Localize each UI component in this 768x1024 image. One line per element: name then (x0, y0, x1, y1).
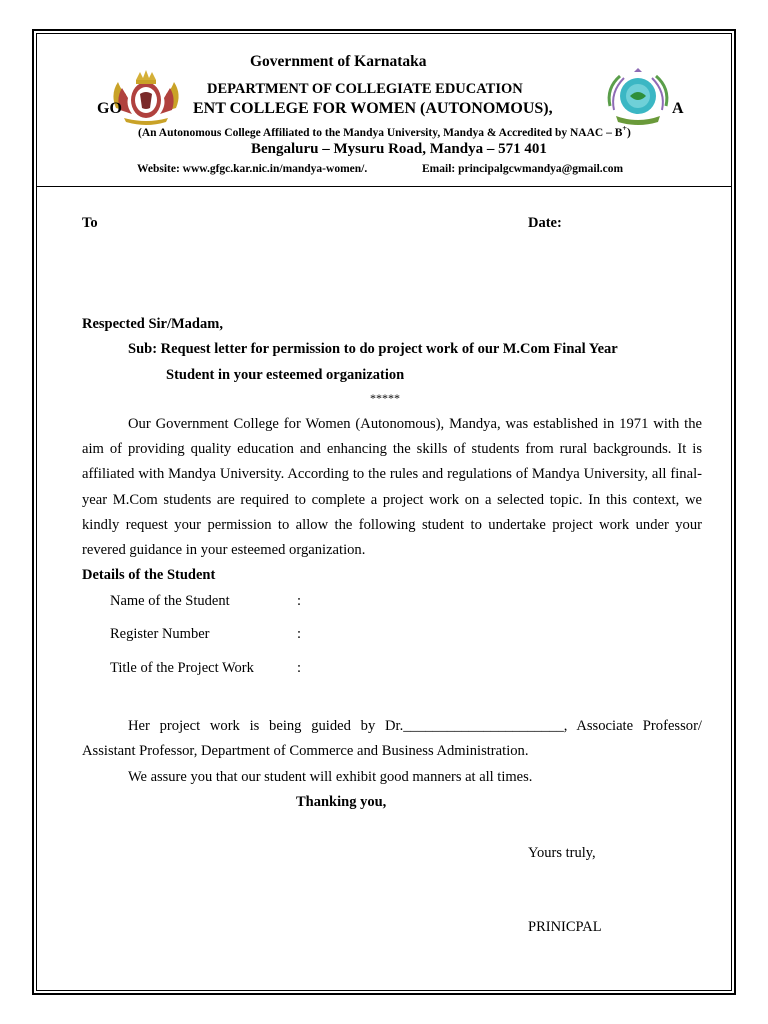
separator-stars: ***** (370, 391, 400, 405)
assurance-line: We assure you that our student will exhibit good manners at all times. (128, 769, 533, 785)
guide-paragraph: Her project work is being guided by Dr.______________________, Associate Professor/ Assistant Professor, Department of Commerce and Business Administration. (82, 718, 702, 759)
affiliation-grade-sup: + (622, 124, 627, 133)
college-logo (604, 66, 672, 128)
college-title-right: A (672, 100, 684, 117)
body-paragraph: Our Government College for Women (Autonomous), Mandya, was established in 1971 with the aim of providing quality education and enhancing the skills of students from rural backgrounds. It is affiliated with Mandya University. According to the rules and regulations of Mandya University, all final-year M.Com students are required to complete a project work on a selected topic. In this context, we kindly request your permission to allow the following student to undertake project work under your revered guidance in your esteemed organization. (82, 416, 702, 559)
salutation: Respected Sir/Madam, (82, 316, 223, 332)
field-name-label: Name of the Student (110, 593, 230, 609)
affiliation-close: ) (626, 126, 631, 139)
details-heading: Details of the Student (82, 567, 216, 583)
date-label: Date: (528, 215, 562, 231)
affiliation-line (138, 125, 631, 139)
field-title-colon: : (297, 660, 302, 676)
college-title-left: GO (97, 100, 122, 117)
to-label: To (82, 215, 98, 231)
signatory-principal: PRINICPAL (528, 919, 602, 935)
field-register-label: Register Number (110, 626, 210, 642)
subject-line-1: Sub: Request letter for permission to do project work of our M.Com Final Year (128, 341, 618, 357)
header-divider (36, 186, 732, 187)
college-title: ENT COLLEGE FOR WOMEN (AUTONOMOUS), (193, 100, 553, 117)
subject-line-2: Student in your esteemed organization (166, 367, 405, 383)
department-title: DEPARTMENT OF COLLEGIATE EDUCATION (207, 81, 523, 97)
thanking-you: Thanking you, (296, 794, 387, 810)
field-register-colon: : (297, 626, 302, 642)
address-line: Bengaluru – Mysuru Road, Mandya – 571 401 (251, 141, 547, 157)
closing-yours-truly: Yours truly, (528, 845, 596, 861)
website-text: Website: www.gfgc.kar.nic.in/mandya-women/. (137, 163, 368, 175)
field-name-colon: : (297, 593, 302, 609)
email-text: Email: principalgcwmandya@gmail.com (422, 163, 624, 175)
affiliation-text: (An Autonomous College Affiliated to the Mandya University, Mandya & Accredited by NAAC – B (138, 126, 623, 139)
field-title-label: Title of the Project Work (110, 660, 254, 676)
government-title: Government of Karnataka (250, 53, 427, 70)
